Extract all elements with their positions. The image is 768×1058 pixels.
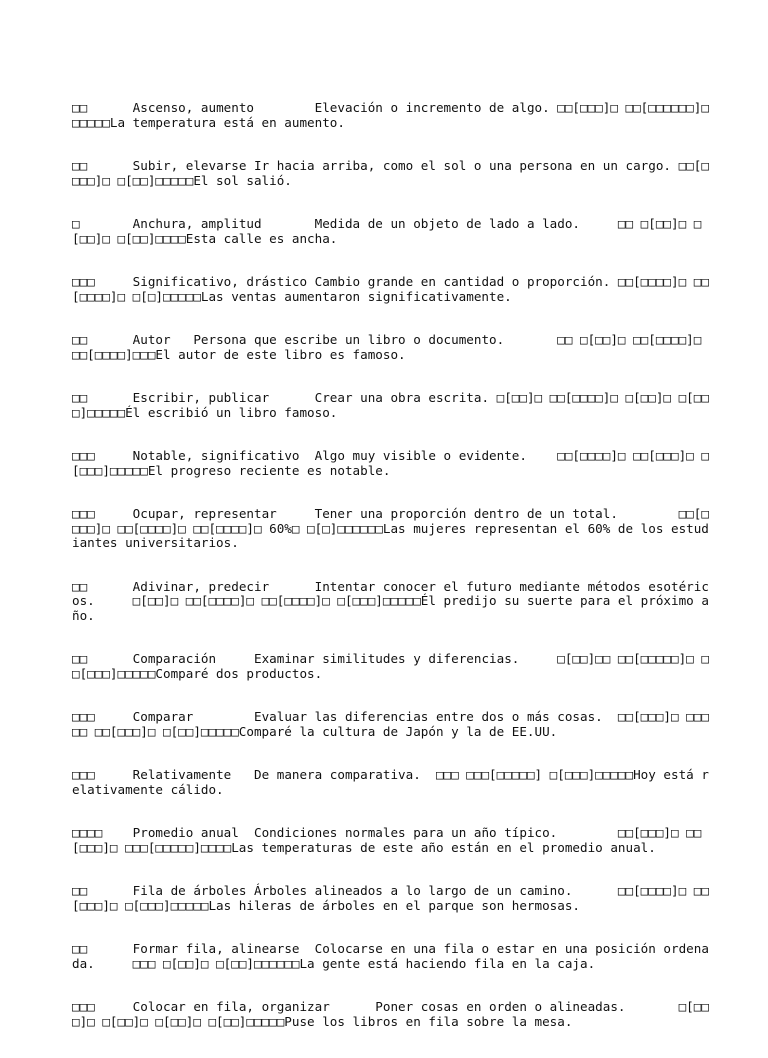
vocab-entry: □□ Adivinar, predecir Intentar conocer el futuro mediante métodos esotéricos. □[□□]□ □□[□□□□]□ □□[□□□□]□ □[□□□]□□□□□Él predijo su suerte para el próximo año. [72, 578, 709, 623]
vocab-entry: □□□□ Promedio anual Condiciones normales para un año típico. □□[□□□]□ □□[□□□]□ □□□[□□□□□]□□□□Las temperaturas de este año están en el promedio anual. [72, 825, 702, 855]
vocab-entry: □□□ Relativamente De manera comparativa. □□□ □□□[□□□□□] □[□□□]□□□□□Hoy está relativamente cálido. [72, 767, 709, 797]
vocab-entry: □□ Autor Persona que escribe un libro o documento. □□ □[□□]□ □□[□□□□]□ □□[□□□□]□□□El autor de este libro es famoso. [72, 332, 709, 362]
vocabulary-list [72, 72, 712, 1058]
vocab-entry: □□ Comparación Examinar similitudes y diferencias. □[□□]□□ □□[□□□□□]□ □□[□□□]□□□□□Comparé dos productos. [72, 651, 709, 681]
vocab-entry: □□ Ascenso, aumento Elevación o incremento de algo. □□[□□□]□ □□[□□□□□□]□□□□□□La temperatura está en aumento. [72, 100, 709, 130]
vocab-entry: □□ Fila de árboles Árboles alineados a lo largo de un camino. □□[□□□□]□ □□[□□□]□ □[□□□]□□□□□Las hileras de árboles en el parque son hermosas. [72, 883, 709, 913]
vocab-entry: □□□ Colocar en fila, organizar Poner cosas en orden o alineadas. □[□□□]□ □[□□]□ □[□□]□ □[□□]□□□□□Puse los libros en fila sobre la mesa. [72, 999, 709, 1029]
vocab-entry: □□□ Ocupar, representar Tener una proporción dentro de un total. □□[□□□□]□ □□[□□□□]□ □□[□□□□]□ 60%□ □[□]□□□□□□Las mujeres representan el 60% de los estudiantes universitarios. [72, 506, 709, 550]
vocab-entry: □□□ Significativo, drástico Cambio grande en cantidad o proporción. □□[□□□□]□ □□[□□□□]□ □[□]□□□□□Las ventas aumentaron significativamente. [72, 274, 709, 304]
vocab-entry: □□□ Notable, significativo Algo muy visible o evidente. □□[□□□□]□ □□[□□□]□ □[□□□]□□□□□El progreso reciente es notable. [72, 448, 709, 478]
vocab-entry: □ Anchura, amplitud Medida de un objeto de lado a lado. □□ □[□□]□ □[□□]□ □[□□]□□□□Esta calle es ancha. [72, 216, 702, 246]
vocab-entry: □□ Subir, elevarse Ir hacia arriba, como el sol o una persona en un cargo. □□[□□□□]□ □[□□]□□□□□El sol salió. [72, 158, 709, 188]
vocab-entry: □□ Formar fila, alinearse Colocarse en una fila o estar en una posición ordenada. □□□ □[□□]□ □[□□]□□□□□□La gente está haciendo fila en la caja. [72, 941, 709, 971]
vocab-entry: □□□ Comparar Evaluar las diferencias entre dos o más cosas. □□[□□□]□ □□□□□ □□[□□□]□ □[□□]□□□□□Comparé la cultura de Japón y la de EE.UU. [72, 709, 709, 739]
vocab-entry: □□ Escribir, publicar Crear una obra escrita. □[□□]□ □□[□□□□]□ □[□□]□ □[□□□]□□□□□Él escribió un libro famoso. [72, 390, 709, 420]
